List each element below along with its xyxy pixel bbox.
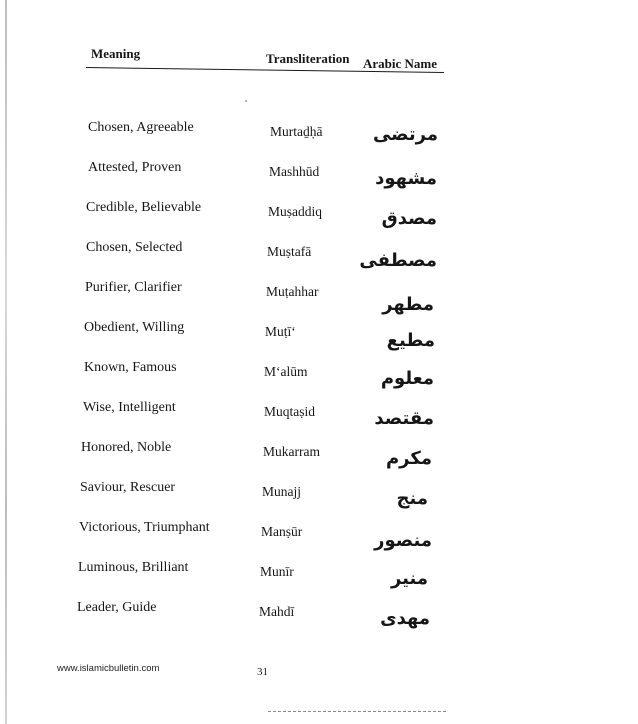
table-row — [0, 440, 638, 474]
transliteration-cell: Murtaḏḥā — [270, 124, 323, 139]
arabic-name-cell: مشهود — [375, 168, 437, 189]
table-row — [0, 240, 638, 274]
meaning-cell: Known, Famous — [84, 360, 177, 375]
transliteration-cell: M‘alūm — [264, 364, 308, 379]
transliteration-cell: Mahdī — [259, 604, 295, 619]
transliteration-cell: Mukarram — [263, 444, 320, 459]
arabic-name-cell: مقتصد — [374, 408, 434, 429]
arabic-name-cell: مصطفى — [359, 250, 437, 271]
meaning-cell: Luminous, Brilliant — [78, 560, 189, 575]
arabic-name-cell: مكرم — [385, 448, 432, 469]
transliteration-cell: Muṣaddiq — [268, 204, 322, 219]
table-row — [0, 360, 638, 394]
footer-url: www.islamicbulletin.com — [57, 663, 160, 674]
arabic-name-cell: منير — [390, 568, 428, 589]
meaning-cell: Victorious, Triumphant — [79, 520, 210, 535]
table-row — [0, 280, 638, 314]
transliteration-cell: Munīr — [260, 564, 294, 579]
arabic-name-cell: منج — [396, 488, 428, 509]
transliteration-cell: Muṭī‘ — [265, 324, 296, 339]
transliteration-cell: Muqtaṣid — [264, 404, 316, 419]
arabic-name-cell: منصور — [374, 530, 432, 551]
scan-speck — [245, 100, 247, 102]
table-row — [0, 160, 638, 194]
meaning-cell: Obedient, Willing — [84, 320, 185, 335]
transliteration-cell: Manṣūr — [261, 524, 303, 539]
table-row — [0, 200, 638, 234]
header-transliteration: Transliteration — [266, 51, 350, 66]
table-row — [0, 560, 638, 594]
meaning-cell: Attested, Proven — [88, 160, 182, 175]
table-row — [0, 520, 638, 554]
table-row — [0, 120, 638, 154]
arabic-name-cell: معلوم — [380, 368, 434, 389]
arabic-name-cell: مطيع — [386, 330, 435, 351]
meaning-cell: Honored, Noble — [81, 440, 172, 455]
table-row — [0, 600, 638, 634]
page-number: 31 — [257, 666, 268, 678]
header-arabic-name: Arabic Name — [363, 56, 438, 71]
meaning-cell: Credible, Believable — [86, 200, 202, 215]
table-row — [0, 400, 638, 434]
bottom-divider — [268, 711, 446, 712]
transliteration-cell: Muṭahhar — [266, 284, 319, 299]
arabic-name-cell: مصدق — [381, 208, 437, 229]
meaning-cell: Saviour, Rescuer — [80, 480, 176, 495]
meaning-cell: Chosen, Agreeable — [88, 120, 194, 135]
meaning-cell: Wise, Intelligent — [83, 400, 176, 415]
transliteration-cell: Muṣtafā — [267, 244, 312, 259]
table-row — [0, 320, 638, 354]
arabic-name-cell: مطهر — [382, 294, 434, 315]
meaning-cell: Leader, Guide — [77, 600, 157, 615]
meaning-cell: Chosen, Selected — [86, 240, 183, 255]
transliteration-cell: Munajj — [262, 484, 301, 499]
arabic-name-cell: مهدى — [380, 608, 430, 629]
header-meaning: Meaning — [91, 46, 141, 61]
transliteration-cell: Mashhūd — [269, 164, 320, 179]
meaning-cell: Purifier, Clarifier — [85, 280, 182, 295]
table-row — [0, 480, 638, 514]
arabic-name-cell: مرتضى — [372, 124, 438, 145]
